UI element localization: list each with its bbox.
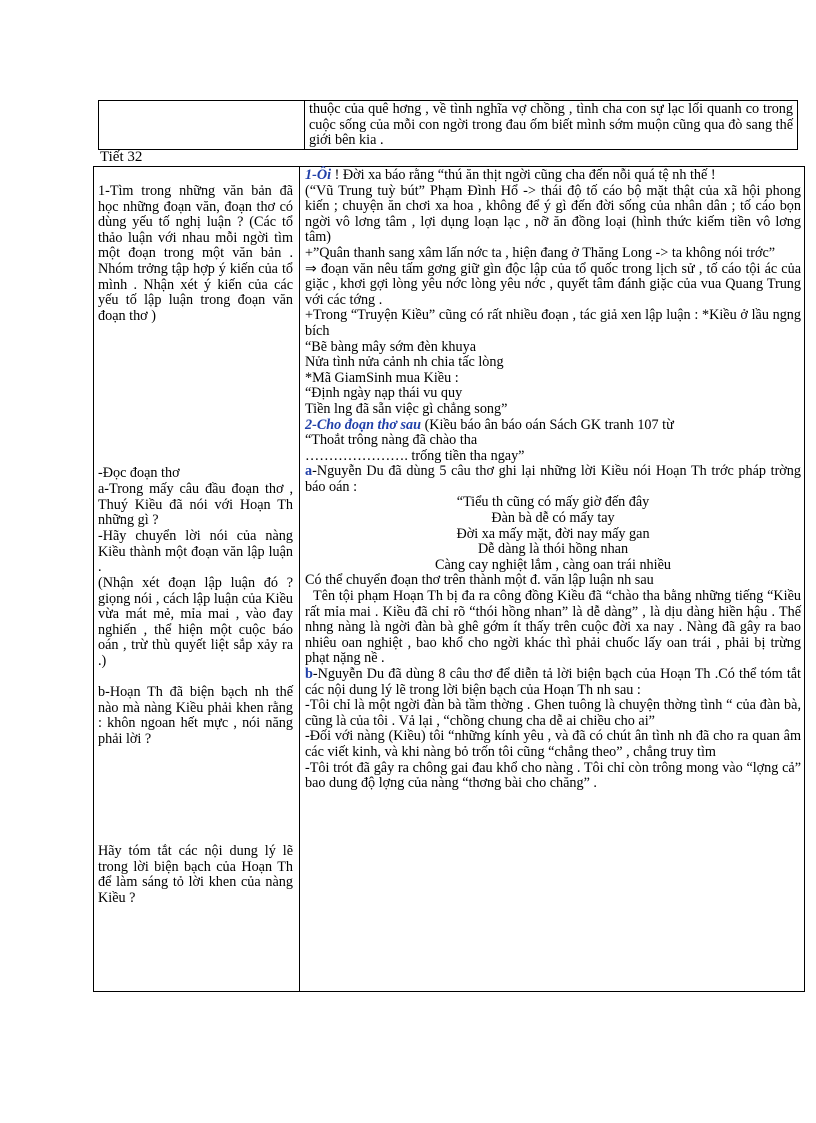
- question-a-3: (Nhận xét đoạn lập luận đó ? giọng nói , cách lập luận của Kiều vừa mát mẻ, mỉa mai , vào đay nghiến , thể hiện một cuộc báo oán , trừ thù quyết liệt sắp xảy ra .): [98, 575, 293, 669]
- instruction-read: -Đọc đoạn thơ: [98, 465, 180, 481]
- top-table-row: [98, 100, 798, 150]
- top-row-text: thuộc của quê hơng , về tình nghĩa vợ chồng , tình cha con sự lạc lối quanh co trong cuộc sống của mỗi con ngời trong đau ốm biết mình sớm muộn cũng qua đò sang thế giới bên kia .: [309, 101, 793, 149]
- verse-line: “Thoắt trông nàng đã chào tha: [305, 432, 478, 449]
- answer-b-point-2: -Đối với nàng (Kiều) tôi “những kính yêu , và đã có chút ân tình nh đã cho ra quan âm các viết kinh, và khi nàng bỏ trốn tôi cũng “chẳng theo” , chẳng truy tìm: [305, 728, 801, 760]
- answer-a-label: a: [305, 463, 313, 480]
- verse-line: Đời xa mấy mặt, đời nay mấy gan: [456, 525, 650, 542]
- question-a: a-Trong mấy câu đầu đoạn thơ , Thuý Kiều đã nói với Hoạn Th những gì ?: [98, 481, 293, 529]
- verse-line: “Định ngày nạp thái vu quy: [305, 385, 463, 402]
- answer-a-para: a-Nguyễn Du đã dùng 5 câu thơ ghi lại những lời Kiều nói Hoạn Th trớc pháp trờng báo oán :: [305, 463, 801, 495]
- question-1: 1-Tìm trong những văn bản đã học những đoạn văn, đoạn thơ có dùng yếu tố nghị luận ? (Các tổ thảo luận với nhau mỗi ngời tìm một đoạn trong một văn bản . Nhóm trởng tập hợp ý kiến của tổ mình . Nhận xét ý kiến của các yếu tố lập luận trong đoạn văn đoạn thơ ): [98, 183, 293, 324]
- verse-line: Nửa tình nửa cảnh nh chia tấc lòng: [305, 354, 504, 371]
- main-table: [93, 166, 805, 992]
- verse-line: Càng cay nghiệt lắm , càng oan trái nhiều: [435, 556, 671, 573]
- column-divider: [299, 167, 300, 991]
- verse-line: “Tiểu th cũng có mấy giờ đến đây: [456, 494, 650, 511]
- answer-2-heading: 2-Cho đoạn thơ sau: [305, 416, 422, 433]
- answer-b-label: b: [305, 666, 313, 682]
- answer-2-para: 2-Cho đoạn thơ sau (Kiều báo ân báo oán Sách GK tranh 107 từ: [305, 416, 674, 433]
- answer-1-para: 1-Ôi ! Đời xa báo rằng “thú ăn thịt ngời cũng cha đến nỗi quá tệ nh thế !: [305, 167, 716, 183]
- verse-line: Tiền lng đã sẵn việc gì chẳng song”: [305, 400, 508, 417]
- answer-1-heading: 1-Ôi: [305, 167, 332, 183]
- question-b: b-Hoạn Th đã biện bạch nh thế nào mà nàng Kiều phải khen rằng : khôn ngoan hết mực , nói năng phải lời ?: [98, 684, 293, 747]
- answer-a-paragraph: Tên tội phạm Hoạn Th bị đa ra công đồng Kiều đã “chào tha bằng những tiếng “Kiều rất mỉa mai . Kiều đã chỉ rõ “thói hồng nhan” là dễ dàng” , là dịu dàng hiền hậu . Thế nhng nàng là ngời đàn bà ghê gớm ít thấy trên cuộc đời xa nay . Nàng đã gây ra bao nhiêu oan nghiệt , bao khổ cho ngời khác thì phải chuốc lấy oan trái , phải bị trừng phạt nặng nề .: [305, 588, 801, 667]
- arrow-icon: ⇒: [305, 260, 317, 277]
- answer-1-note: (“Vũ Trung tuỳ bút” Phạm Đình Hổ -> thái độ tố cáo bộ mặt thật của xã hội phong kiến ; chuyện ăn chơi xa hoa , không để ý gì đến đời sống của nhân dân ; tố cáo bọn ngời vô lơng tâm , lợi dụng loạn lạc , nỡ ăn đồng loại (hình thức kiếm tiền vô lơng tâm): [305, 182, 801, 246]
- verse-line: “Bẽ bàng mây sớm đèn khuya: [305, 338, 477, 355]
- answer-a-convert: Có thể chuyển đoạn thơ trên thành một đ. văn lập luận nh sau: [305, 572, 654, 589]
- question-a-2: -Hãy chuyển lời nói của nàng Kiều thành một đoạn văn lập luận .: [98, 528, 293, 576]
- answer-b-para: b-Nguyễn Du đã dùng 8 câu thơ để diễn tả lời biện bạch của Hoạn Th .Có thể tóm tắt các nội dung lý lẽ trong lời biện bạch của Hoạn Th nh sau :: [305, 666, 801, 698]
- answer-1-conclusion: ⇒ đoạn văn nêu tấm gơng giữ gìn độc lập của tổ quốc trong lịch sử , tố cáo tội ác của giặc , khơi gợi lòng yêu nớc lòng yêu nớc , quyết tâm đánh giặc của vua Quang Trung với các tớng .: [305, 260, 801, 308]
- answer-b-point-3: -Tôi trót đã gây ra chông gai đau khổ cho nàng . Tôi chỉ còn trông mong vào “lợng cả” bao dung độ lợng của nàng “thơng bài cho chăng” .: [305, 759, 801, 792]
- question-c: Hãy tóm tắt các nội dung lý lẽ trong lời biện bạch của Hoạn Th để làm sáng tỏ lời khen của nàng Kiều ?: [98, 843, 293, 906]
- answer-1-kieu: +Trong “Truyện Kiều” cũng có rất nhiều đoạn , tác giả xen lập luận : *Kiều ở lầu ngng bích: [305, 307, 801, 339]
- answer-b-point-1: -Tôi chỉ là một ngời đàn bà tầm thờng . Ghen tuông là chuyện thờng tình “ của đàn bà, cũng là của tôi . Vả lại , “chồng chung cha dễ ai chiều cho ai”: [305, 697, 801, 729]
- verse-line: Dễ dàng là thói hồng nhan: [477, 541, 629, 558]
- verse-heading: *Mã GiamSinh mua Kiều :: [305, 369, 459, 386]
- section-label: Tiết 32: [100, 149, 143, 165]
- answer-column: [305, 168, 801, 792]
- column-divider: [304, 101, 305, 149]
- answer-1-quote: +”Quân thanh sang xâm lấn nớc ta , hiện đang ở Thăng Long -> ta không nói trớc”: [305, 244, 776, 261]
- verse-line: Đàn bà dễ có mấy tay: [491, 510, 615, 527]
- verse-line: …………………. trống tiền tha ngay”: [305, 447, 525, 464]
